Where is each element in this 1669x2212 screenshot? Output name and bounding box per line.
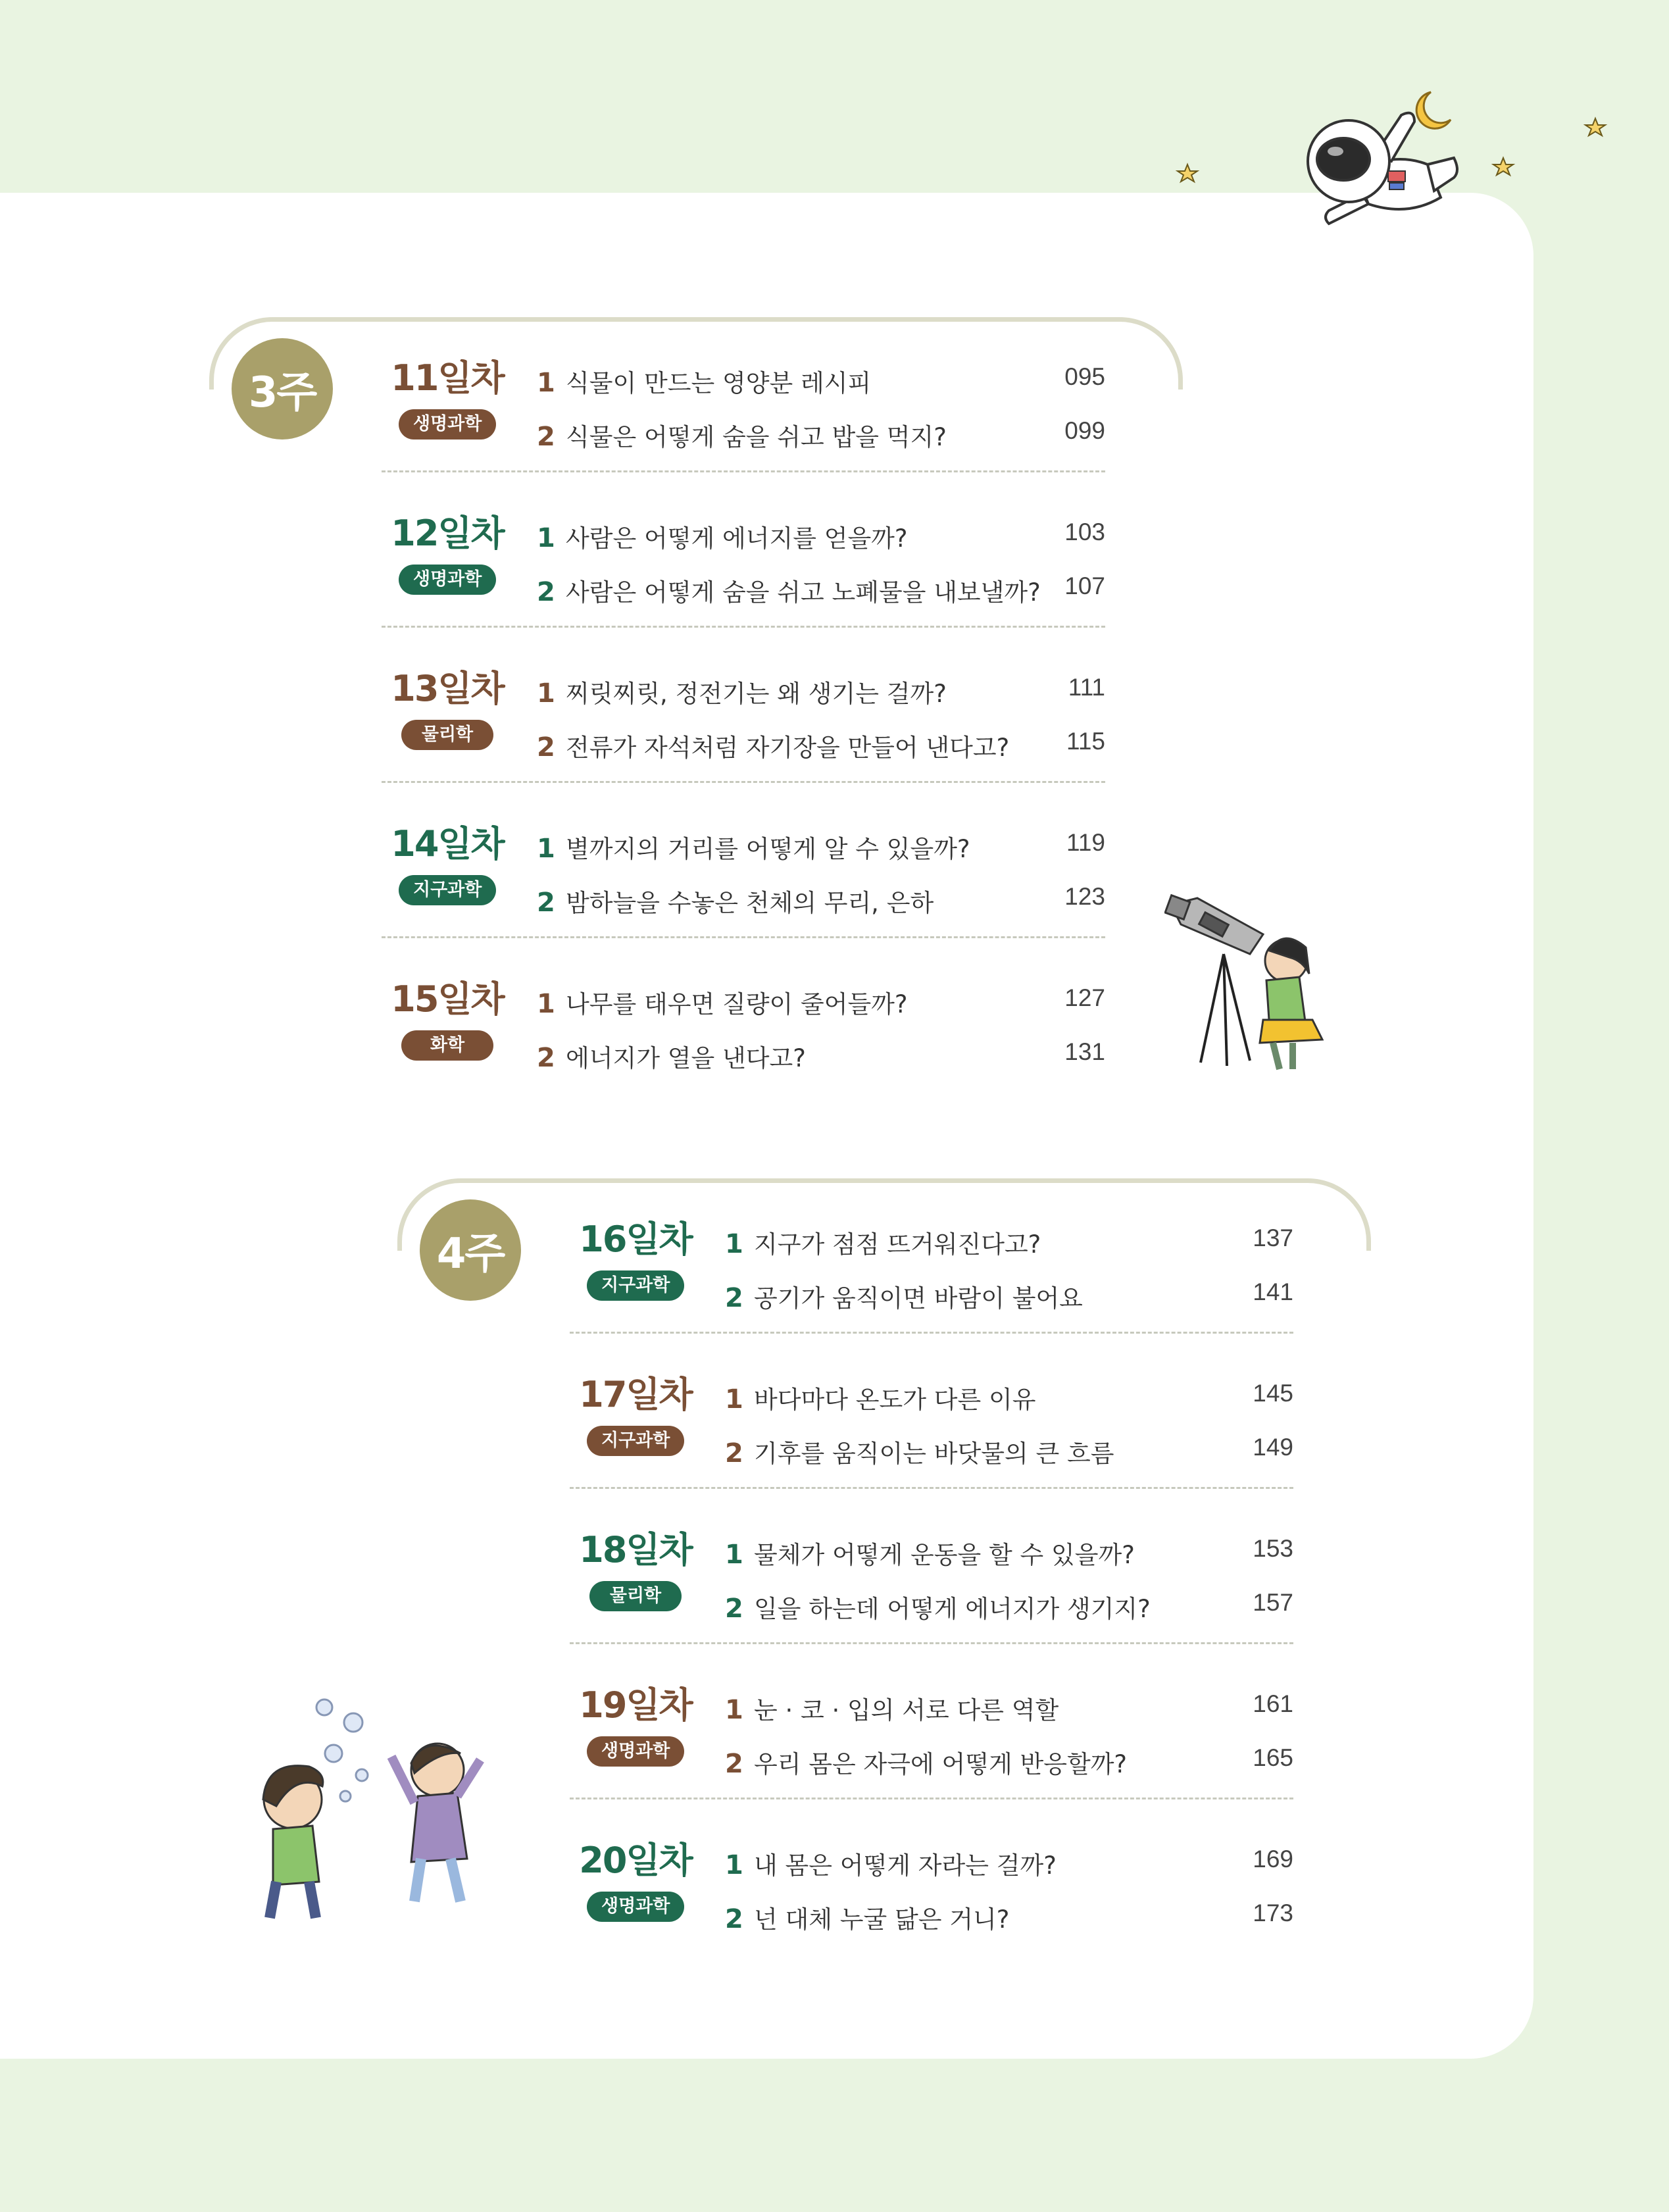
- page-number: 149: [1253, 1434, 1293, 1461]
- subject-badge: 지구과학: [399, 875, 496, 905]
- day-entry: [382, 783, 1105, 938]
- lesson-item[interactable]: [725, 1278, 1083, 1314]
- day-label: 11일차: [391, 357, 504, 399]
- lesson-title: 에너지가 열을 낸다고?: [566, 1044, 806, 1072]
- day-entry: [382, 317, 1105, 472]
- page-number: 169: [1253, 1846, 1293, 1873]
- subject-badge: 생명과학: [587, 1892, 684, 1922]
- day-entry: [570, 1644, 1293, 1799]
- lesson-number: 2: [725, 1283, 743, 1313]
- lesson-item[interactable]: [537, 674, 947, 709]
- lesson-title: 공기가 움직이면 바람이 불어요: [754, 1284, 1083, 1313]
- lesson-number: 2: [537, 732, 555, 763]
- lesson-number: 2: [725, 1749, 743, 1779]
- page-number: 115: [1066, 728, 1105, 755]
- lesson-title: 지구가 점점 뜨거워진다고?: [754, 1230, 1041, 1259]
- day-label: 12일차: [391, 513, 504, 554]
- bubble-icon: [325, 1745, 342, 1762]
- astronaut-illustration: [1171, 72, 1645, 243]
- subject-badge: 물리학: [401, 720, 493, 750]
- subject-badge: 생명과학: [587, 1736, 684, 1767]
- lesson-number: 1: [725, 1384, 743, 1415]
- lesson-item[interactable]: [537, 572, 1041, 608]
- lesson-title: 우리 몸은 자극에 어떻게 반응할까?: [754, 1750, 1128, 1778]
- bubble-icon: [340, 1791, 351, 1801]
- lesson-item[interactable]: [537, 984, 908, 1020]
- lesson-item[interactable]: [725, 1224, 1041, 1260]
- lesson-title: 사람은 어떻게 숨을 쉬고 노폐물을 내보낼까?: [566, 578, 1041, 607]
- lesson-item[interactable]: [537, 417, 947, 453]
- lesson-item[interactable]: [725, 1846, 1057, 1881]
- moon-icon: [1416, 92, 1451, 128]
- lesson-item[interactable]: [537, 518, 908, 554]
- lesson-number: 1: [725, 1540, 743, 1570]
- day-label: 16일차: [579, 1219, 692, 1260]
- day-label: 13일차: [391, 668, 504, 709]
- lesson-item[interactable]: [537, 1038, 806, 1074]
- star-icon: [1585, 118, 1605, 136]
- day-entry: [570, 1489, 1293, 1644]
- page-number: 173: [1253, 1899, 1293, 1926]
- star-icon: [1493, 158, 1513, 175]
- lesson-item[interactable]: [725, 1380, 1035, 1415]
- lesson-title: 식물은 어떻게 숨을 쉬고 밥을 먹지?: [566, 423, 947, 451]
- page-number: 141: [1253, 1278, 1293, 1305]
- lesson-number: 2: [537, 577, 555, 607]
- lesson-number: 2: [725, 1594, 743, 1624]
- day-entry: [382, 938, 1105, 1093]
- lesson-item[interactable]: [725, 1690, 1059, 1726]
- subject-badge: 지구과학: [587, 1426, 684, 1456]
- lesson-number: 1: [537, 368, 555, 398]
- page-number: 111: [1068, 674, 1105, 701]
- lesson-number: 2: [537, 888, 555, 918]
- lesson-title: 물체가 어떻게 운동을 할 수 있을까?: [754, 1541, 1135, 1569]
- lesson-title: 찌릿찌릿, 정전기는 왜 생기는 걸까?: [566, 680, 947, 708]
- lesson-number: 2: [725, 1438, 743, 1469]
- day-label: 17일차: [579, 1374, 692, 1415]
- week-4-section: [397, 1178, 1371, 1968]
- lesson-title: 별까지의 거리를 어떻게 알 수 있을까?: [566, 835, 970, 863]
- page-number: 145: [1253, 1380, 1293, 1407]
- lesson-title: 밤하늘을 수놓은 천체의 무리, 은하: [566, 889, 934, 917]
- lesson-item[interactable]: [537, 728, 1009, 763]
- page-number: 137: [1253, 1224, 1293, 1251]
- page-number: 157: [1253, 1589, 1293, 1616]
- lesson-item[interactable]: [725, 1535, 1135, 1571]
- day-label: 14일차: [391, 823, 504, 865]
- subject-badge: 생명과학: [399, 565, 496, 595]
- lesson-number: 1: [725, 1850, 743, 1880]
- page-number: 161: [1253, 1690, 1293, 1717]
- page-number: 127: [1064, 984, 1105, 1011]
- lesson-item[interactable]: [537, 829, 970, 865]
- lesson-number: 1: [725, 1229, 743, 1259]
- page-number: 099: [1064, 417, 1105, 444]
- subject-badge: 지구과학: [587, 1270, 684, 1301]
- lesson-number: 2: [537, 1043, 555, 1073]
- lesson-number: 2: [725, 1904, 743, 1934]
- lesson-item[interactable]: [725, 1744, 1127, 1780]
- day-entry: [570, 1799, 1293, 1955]
- page-number: 103: [1064, 518, 1105, 545]
- subject-badge: 화학: [401, 1030, 493, 1061]
- bubble-icon: [316, 1699, 332, 1715]
- page-number: 095: [1064, 363, 1105, 390]
- lesson-item[interactable]: [725, 1899, 1009, 1935]
- day-entry: [382, 628, 1105, 783]
- bubble-icon: [356, 1769, 368, 1781]
- week-badge: 4주: [420, 1199, 521, 1301]
- subject-badge: 생명과학: [399, 409, 496, 440]
- lesson-item[interactable]: [725, 1589, 1151, 1624]
- page-number: 131: [1064, 1038, 1105, 1065]
- lesson-number: 1: [537, 834, 555, 864]
- lesson-title: 일을 하는데 어떻게 에너지가 생기지?: [754, 1595, 1151, 1623]
- lesson-number: 1: [537, 989, 555, 1019]
- bubble-icon: [344, 1713, 362, 1732]
- star-icon: [1178, 164, 1197, 182]
- lesson-number: 1: [537, 523, 555, 553]
- lesson-title: 식물이 만드는 영양분 레시피: [566, 369, 872, 397]
- day-label: 15일차: [391, 978, 504, 1020]
- page-number: 123: [1064, 883, 1105, 910]
- lesson-title: 내 몸은 어떻게 자라는 걸까?: [754, 1851, 1057, 1880]
- lesson-title: 눈 · 코 · 입의 서로 다른 역할: [754, 1696, 1059, 1724]
- day-label: 18일차: [579, 1529, 692, 1571]
- page-number: 153: [1253, 1535, 1293, 1562]
- lesson-title: 넌 대체 누굴 닮은 거니?: [754, 1905, 1010, 1934]
- day-label: 20일차: [579, 1840, 692, 1881]
- week-badge: 3주: [232, 338, 333, 440]
- day-entry: [570, 1334, 1293, 1489]
- lesson-number: 1: [537, 678, 555, 709]
- subject-badge: 물리학: [589, 1581, 682, 1611]
- day-entry: [570, 1178, 1293, 1334]
- day-entry: [382, 472, 1105, 628]
- lesson-item[interactable]: [725, 1434, 1114, 1469]
- lesson-item[interactable]: [537, 883, 934, 918]
- lesson-number: 1: [725, 1695, 743, 1725]
- lesson-title: 사람은 어떻게 에너지를 얻을까?: [566, 524, 908, 553]
- lesson-number: 2: [537, 422, 555, 452]
- lesson-title: 기후를 움직이는 바닷물의 큰 흐름: [754, 1440, 1114, 1468]
- lesson-title: 전류가 자석처럼 자기장을 만들어 낸다고?: [566, 734, 1010, 762]
- page-number: 107: [1064, 572, 1105, 599]
- telescope-girl-illustration: [1164, 888, 1329, 1086]
- lesson-title: 바다마다 온도가 다른 이유: [754, 1386, 1036, 1414]
- page-number: 165: [1253, 1744, 1293, 1771]
- lesson-item[interactable]: [537, 363, 871, 399]
- page-number: 119: [1066, 829, 1105, 856]
- day-label: 19일차: [579, 1684, 692, 1726]
- week-3-section: [209, 317, 1183, 1107]
- lesson-title: 나무를 태우면 질량이 줄어들까?: [566, 990, 908, 1018]
